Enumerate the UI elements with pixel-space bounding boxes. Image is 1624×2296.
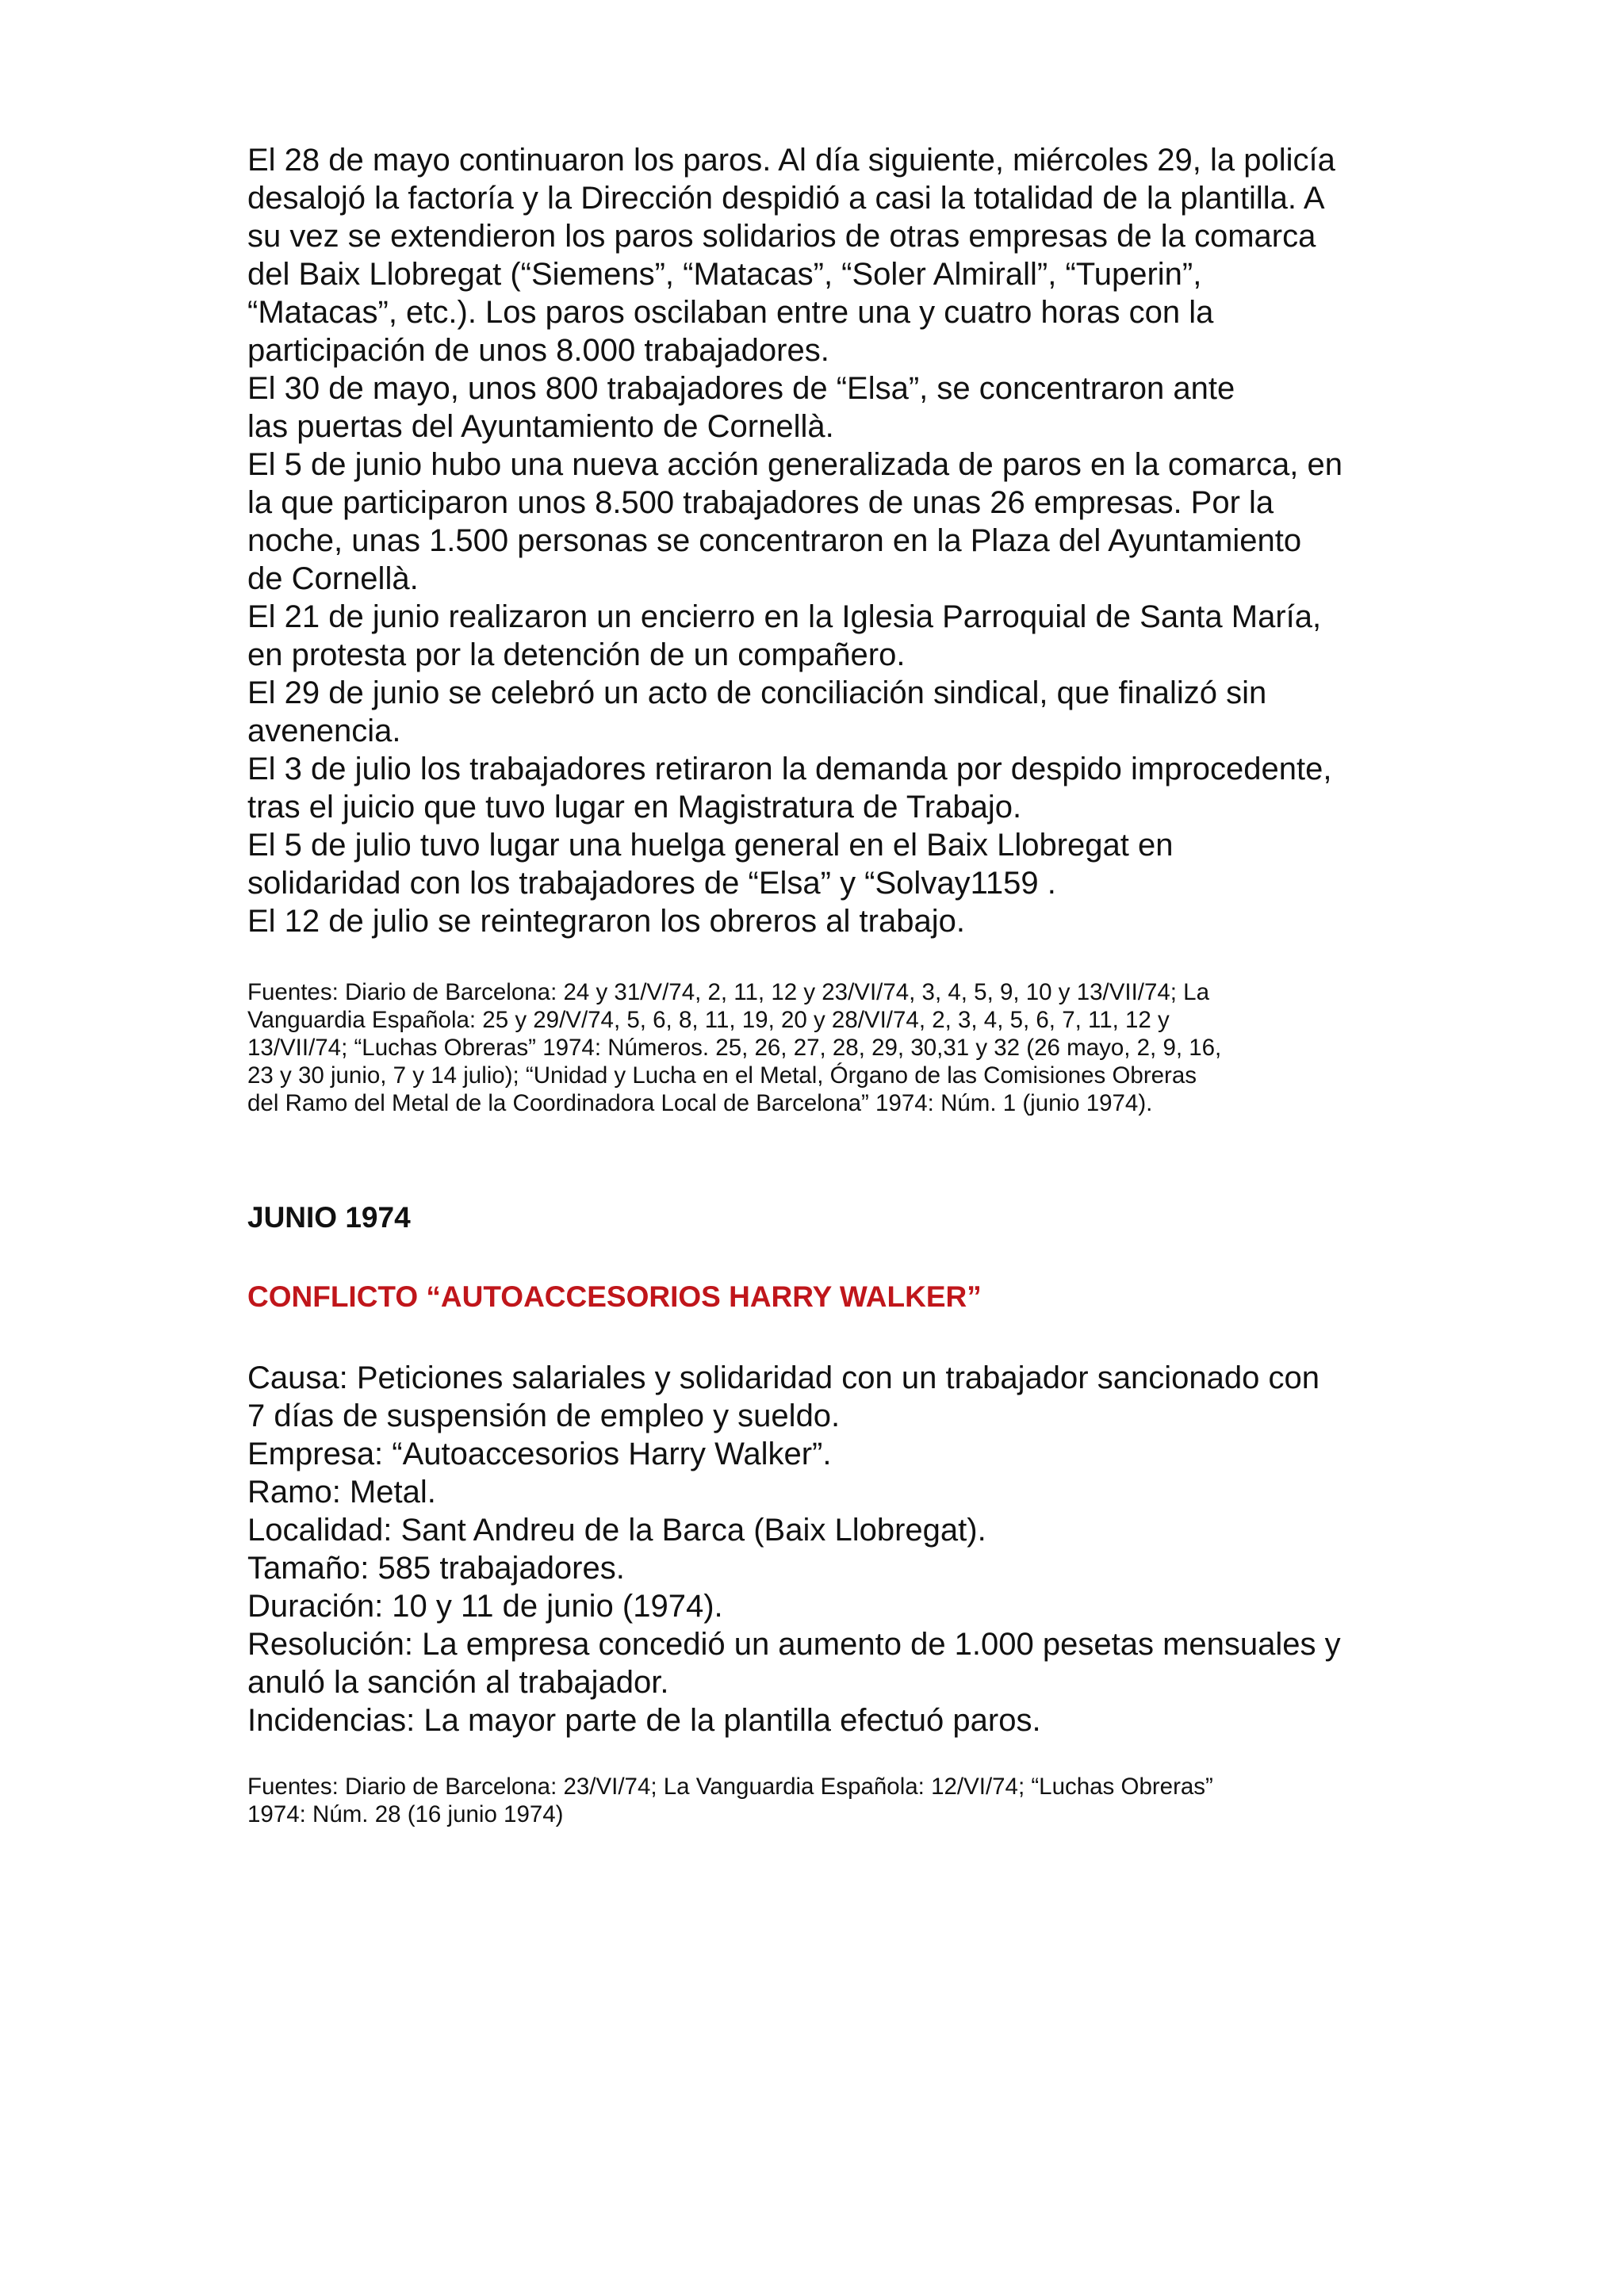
- narrative-line: de Cornellà.: [247, 561, 419, 596]
- conflict-narrative: [247, 141, 1342, 940]
- sources-line: Fuentes: Diario de Barcelona: 24 y 31/V/74, 2, 11, 12 y 23/VI/74, 3, 4, 5, 9, 10 y 13/VII/74; La: [247, 979, 1210, 1005]
- detail-line: anuló la sanción al trabajador.: [247, 1665, 669, 1700]
- detail-line: Resolución: La empresa concedió un aumento de 1.000 pesetas mensuales y: [247, 1627, 1341, 1662]
- narrative-line: tras el juicio que tuvo lugar en Magistratura de Trabajo.: [247, 790, 1022, 825]
- narrative-line: El 3 de julio los trabajadores retiraron la demanda por despido improcedente,: [247, 752, 1332, 786]
- narrative-line: del Baix Llobregat (“Siemens”, “Matacas”, “Soler Almirall”, “Tuperin”,: [247, 257, 1202, 292]
- narrative-line: El 12 de julio se reintegraron los obreros al trabajo.: [247, 904, 965, 939]
- conflict-heading: CONFLICTO “AUTOACCESORIOS HARRY WALKER”: [247, 1280, 982, 1313]
- narrative-line: las puertas del Ayuntamiento de Cornellà.: [247, 409, 834, 444]
- narrative-line: desalojó la factoría y la Dirección despidió a casi la totalidad de la plantilla. A: [247, 181, 1325, 216]
- conflict-sources-note: [247, 1773, 1213, 1828]
- detail-line: Ramo: Metal.: [247, 1475, 436, 1510]
- sources-line: Fuentes: Diario de Barcelona: 23/VI/74; La Vanguardia Española: 12/VI/74; “Luchas Obreras”: [247, 1774, 1213, 1800]
- narrative-line: El 30 de mayo, unos 800 trabajadores de “Elsa”, se concentraron ante: [247, 371, 1235, 406]
- narrative-line: noche, unas 1.500 personas se concentraron en la Plaza del Ayuntamiento: [247, 523, 1302, 558]
- narrative-line: solidaridad con los trabajadores de “Elsa” y “Solvay1159 .: [247, 866, 1056, 901]
- month-heading: JUNIO 1974: [247, 1201, 411, 1234]
- narrative-line: avenencia.: [247, 714, 401, 748]
- sources-line: 23 y 30 junio, 7 y 14 julio); “Unidad y Lucha en el Metal, Órgano de las Comisiones Obreras: [247, 1062, 1197, 1089]
- sources-line: Vanguardia Española: 25 y 29/V/74, 5, 6, 8, 11, 19, 20 y 28/VI/74, 2, 3, 4, 5, 6, 7, 11, 12 y: [247, 1007, 1170, 1033]
- sources-line: 1974: Núm. 28 (16 junio 1974): [247, 1801, 564, 1827]
- narrative-line: participación de unos 8.000 trabajadores.: [247, 333, 829, 368]
- sources-line: del Ramo del Metal de la Coordinadora Local de Barcelona” 1974: Núm. 1 (junio 1974).: [247, 1090, 1153, 1116]
- narrative-line: la que participaron unos 8.500 trabajadores de unas 26 empresas. Por la: [247, 485, 1274, 520]
- sources-line: 13/VII/74; “Luchas Obreras” 1974: Números. 25, 26, 27, 28, 29, 30,31 y 32 (26 mayo, 2, 9, 16,: [247, 1035, 1222, 1061]
- detail-line: Localidad: Sant Andreu de la Barca (Baix Llobregat).: [247, 1513, 986, 1548]
- detail-line: 7 días de suspensión de empleo y sueldo.: [247, 1399, 841, 1433]
- detail-line: Duración: 10 y 11 de junio (1974).: [247, 1589, 723, 1624]
- narrative-line: en protesta por la detención de un compañero.: [247, 637, 906, 672]
- detail-line: Tamaño: 585 trabajadores.: [247, 1551, 625, 1586]
- narrative-line: El 28 de mayo continuaron los paros. Al día siguiente, miércoles 29, la policía: [247, 143, 1335, 178]
- narrative-line: El 5 de julio tuvo lugar una huelga general en el Baix Llobregat en: [247, 828, 1174, 863]
- narrative-line: El 21 de junio realizaron un encierro en la Iglesia Parroquial de Santa María,: [247, 599, 1322, 634]
- detail-line: Empresa: “Autoaccesorios Harry Walker”.: [247, 1437, 832, 1471]
- narrative-line: El 29 de junio se celebró un acto de conciliación sindical, que finalizó sin: [247, 675, 1267, 710]
- conflict-details: [247, 1359, 1341, 1739]
- sources-note: [247, 978, 1221, 1117]
- detail-line: Causa: Peticiones salariales y solidaridad con un trabajador sancionado con: [247, 1360, 1320, 1395]
- narrative-line: “Matacas”, etc.). Los paros oscilaban entre una y cuatro horas con la: [247, 295, 1214, 330]
- narrative-line: su vez se extendieron los paros solidarios de otras empresas de la comarca: [247, 219, 1316, 254]
- narrative-line: El 5 de junio hubo una nueva acción generalizada de paros en la comarca, en: [247, 447, 1342, 482]
- detail-line: Incidencias: La mayor parte de la plantilla efectuó paros.: [247, 1703, 1041, 1738]
